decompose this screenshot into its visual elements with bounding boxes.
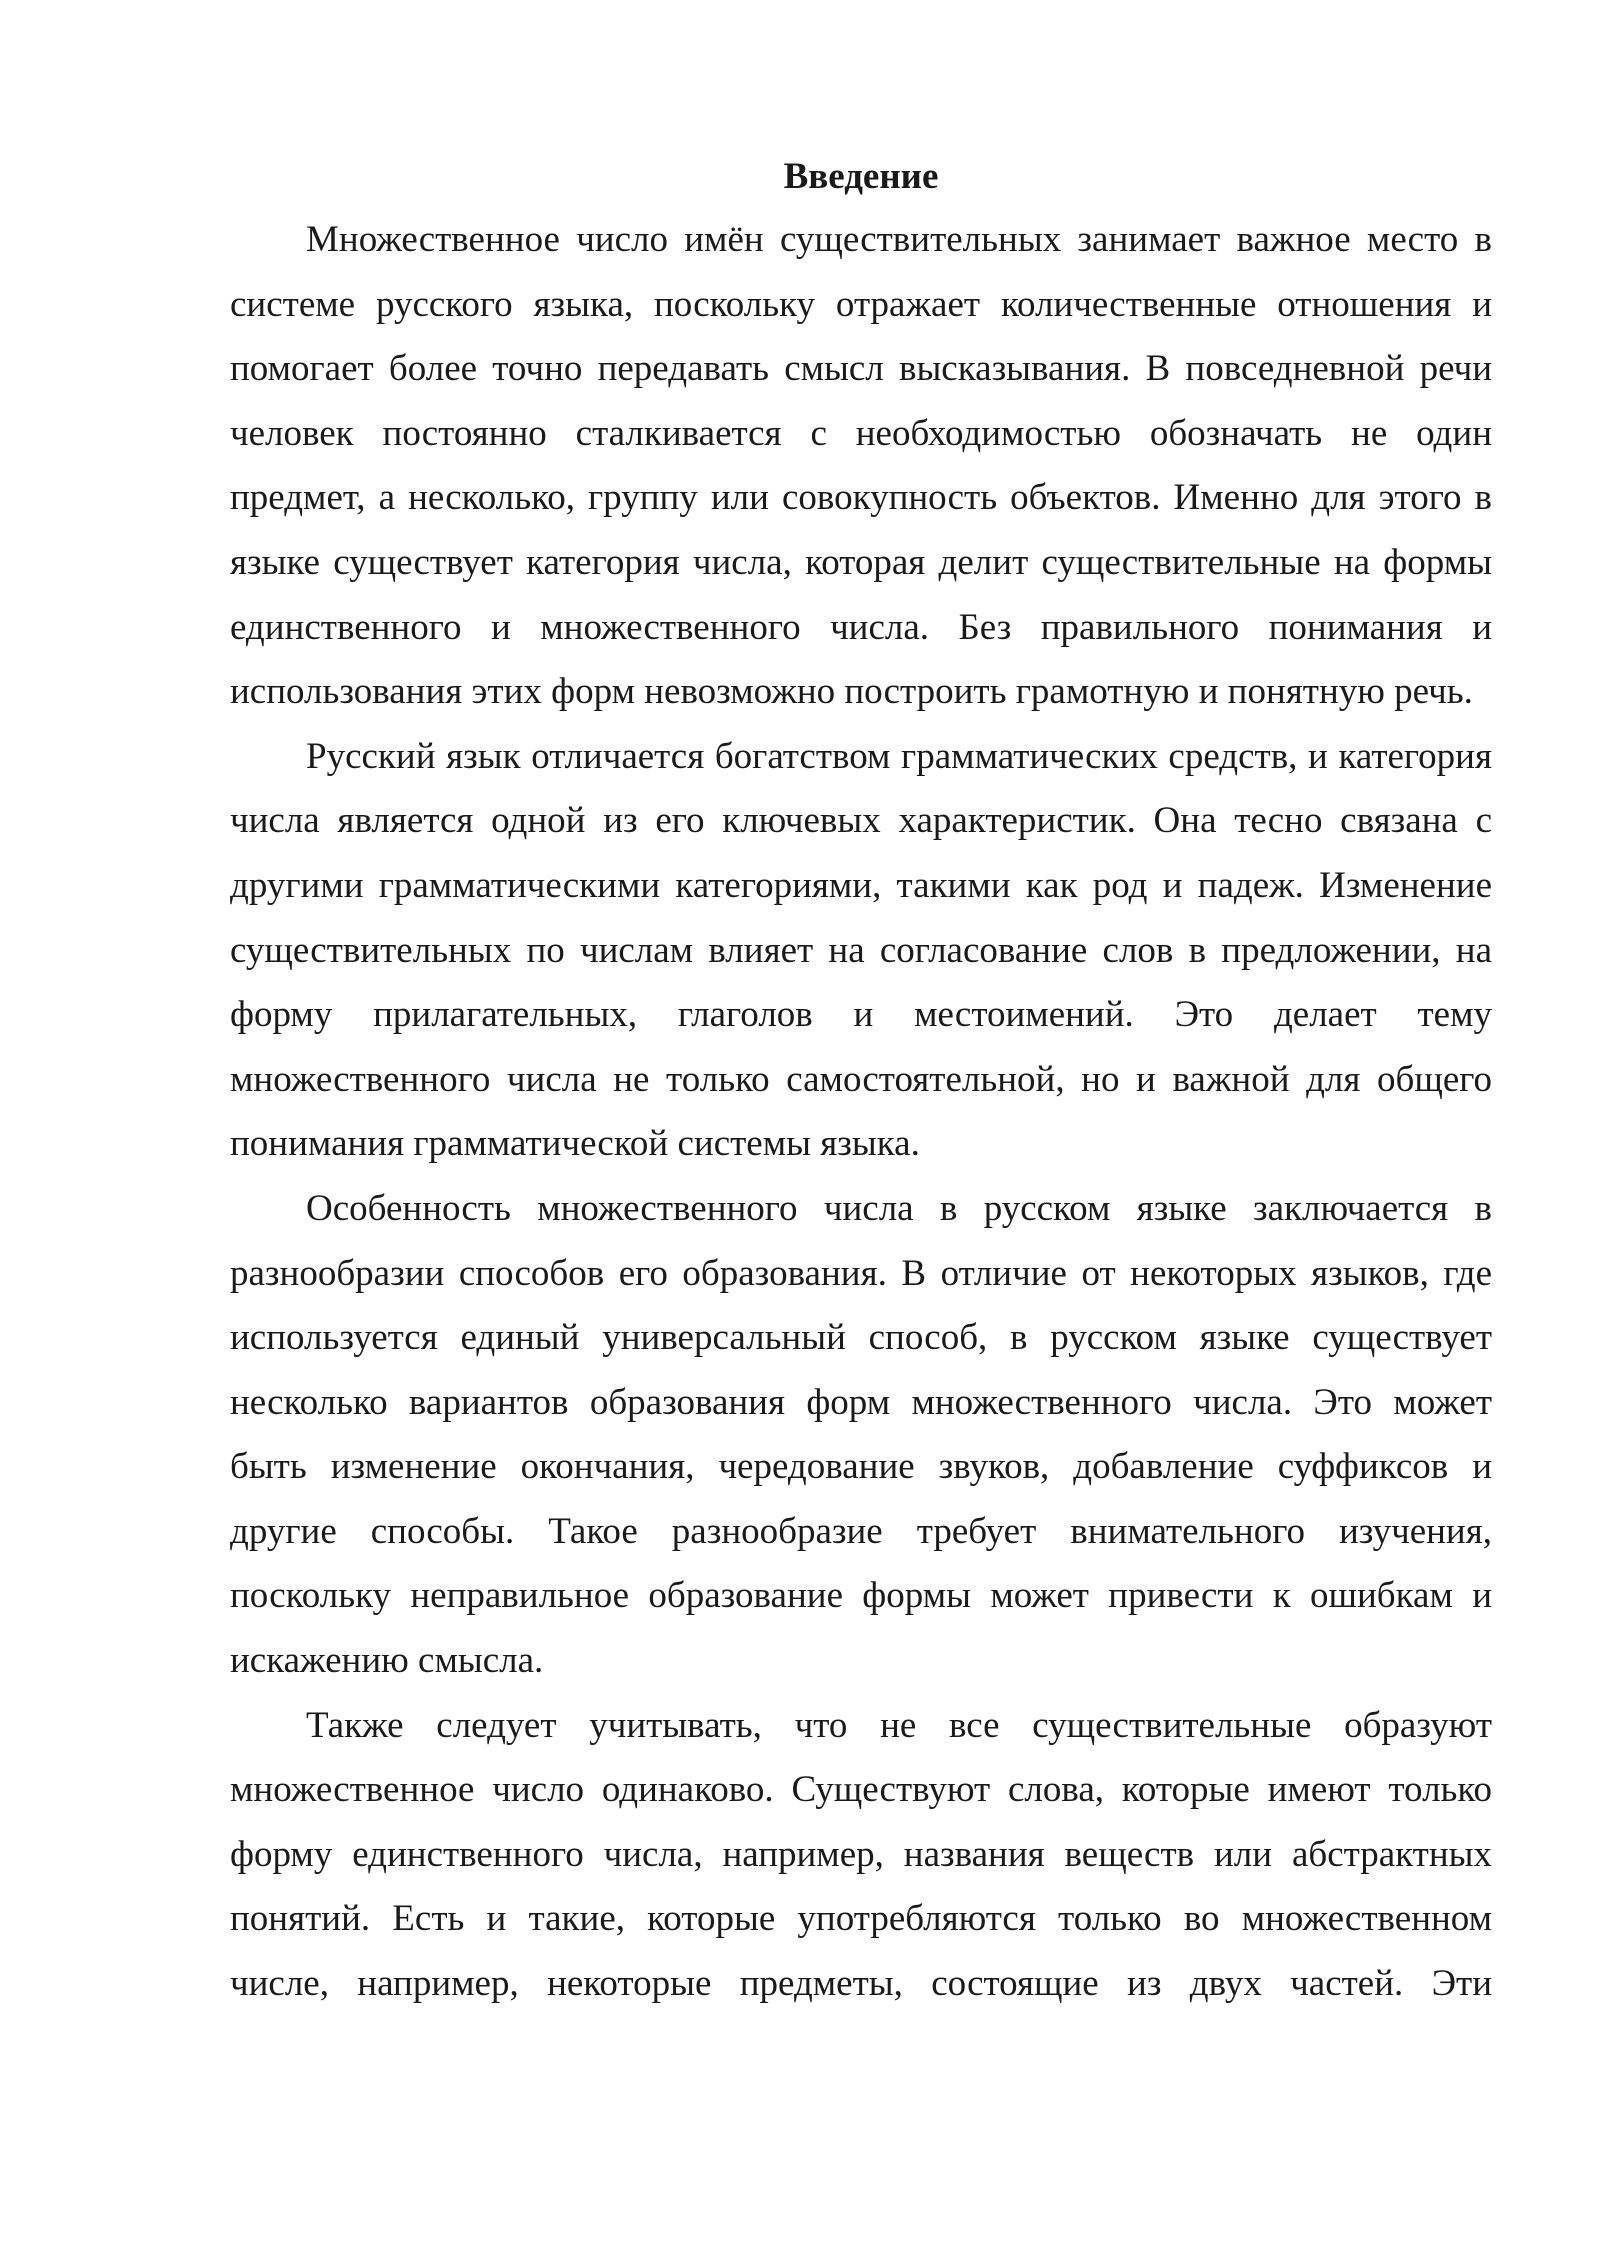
section-heading: Введение xyxy=(783,156,939,197)
paragraph-4: Также следует учитывать, что не все существительные образуют множественное число одинаково. Существуют слова, которые имеют только форму единственного числа, например, названия веществ или абстрактных понятий. Есть и такие, которые употребляются только во множественном числе, например, некоторые предметы, состоящие из двух частей. Эти xyxy=(230,1704,1492,2005)
document-body xyxy=(230,150,1492,2017)
paragraph-1: Множественное число имён существительных занимает важное место в системе русского языка, поскольку отражает количественные отношения и помогает более точно передавать смысл высказывания. В повседневной речи человек постоянно сталкивается с необходимостью обозначать не один предмет, а несколько, группу или совокупность объектов. Именно для этого в языке существует категория числа, которая делит существительные на формы единственного и множественного числа. Без правильного понимания и использования этих форм невозможно построить грамотную и понятную речь. xyxy=(230,219,1492,713)
paragraph-2: Русский язык отличается богатством грамматических средств, и категория числа является одной из его ключевых характеристик. Она тесно связана с другими грамматическими категориями, такими как род и падеж. Изменение существительных по числам влияет на согласование слов в предложении, на форму прилагательных, глаголов и местоимений. Это делает тему множественного числа не только самостоятельной, но и важной для общего понимания грамматической системы языка. xyxy=(230,735,1492,1165)
paragraph-3: Особенность множественного числа в русском языке заключается в разнообразии способов его образования. В отличие от некоторых языков, где используется единый универсальный способ, в русском языке существует несколько вариантов образования форм множественного числа. Это может быть изменение окончания, чередование звуков, добавление суффиксов и другие способы. Такое разнообразие требует внимательного изучения, поскольку неправильное образование формы может привести к ошибкам и искажению смысла. xyxy=(230,1187,1492,1682)
